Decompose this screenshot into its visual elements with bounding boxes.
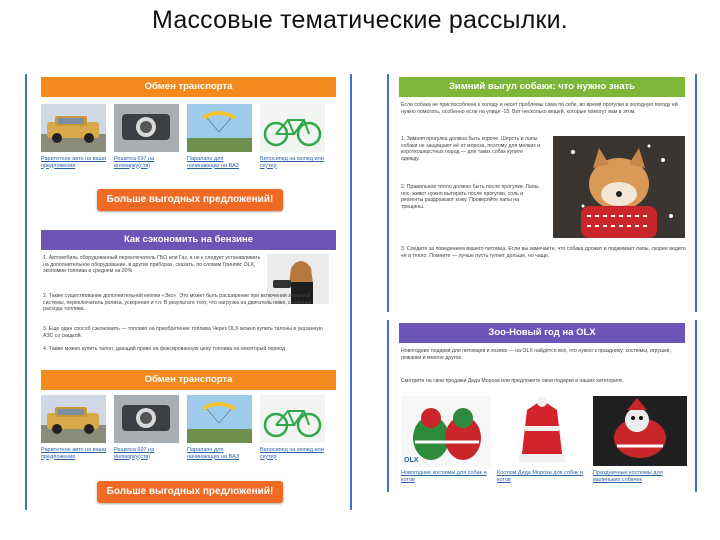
thumb-bicycle-2[interactable] (260, 395, 325, 443)
caption-car-grille-2[interactable]: Решетка 697 на иномарку(ств) (114, 447, 155, 460)
caption-car-grille[interactable]: Решетка 697 на иномарку(ств) (114, 156, 155, 169)
dog-tip-3: 3. Следите за поведением вашего питомца. Если вы замечаете, что собака дрожит и поджимает лапы, скорее ведите её в тепло. Помните — лучше пусть гуляет дольше, но чаще. (401, 246, 686, 259)
right-zoo-newyear-panel (387, 320, 697, 492)
caption-bicycle-2[interactable]: Велосипед на мопед или скутер (260, 447, 324, 460)
header-winter-dog-walk: Зимний выгул собаки: что нужно знать (399, 77, 685, 97)
fuel-tip-4: 4. Также можно купить талон, дающий право на фиксированную цену топлива на некоторый период (43, 346, 285, 352)
fuel-tip-1: 1. Автомобиль оборудованный переключатель ГБО или Газ, а не к следует устанавливать на дополнительное оборудование, в других приборах, сказать, по словам Гринпис OLX, экономии топлива в среднем на 20% (43, 255, 261, 275)
slide-title: Массовые тематические рассылки. (152, 6, 568, 34)
thumb-retro-car[interactable] (41, 104, 106, 152)
dog-tip-1: 1. Зимняя прогулка должна быть короче. Шерсть и лапы собаки не защищают её от мороза, поэтому для мелких и короткошерстных пород — для таких собак купите одежду. (401, 136, 541, 162)
thumb-retro-car-2[interactable] (41, 395, 106, 443)
zoo-text-1: Новогодние подарки для питомцев и хозяев — на OLX найдётся всё, что нужно к празднику: костюмы, игрушки, лежанки и многое другое. (401, 348, 671, 361)
header-transport-exchange-2: Обмен транспорта (41, 370, 336, 390)
photo-santa-costume[interactable] (497, 396, 587, 466)
olx-logo: OLX (404, 457, 419, 464)
caption-christmas-costumes[interactable]: Новогодние костюмы для собак и котов (401, 470, 487, 483)
thumb-car-grille[interactable] (114, 104, 179, 152)
photo-shiba-in-scarf (553, 136, 685, 238)
caption-santa-costume[interactable]: Костюм Деда Мороза для собак и котов (497, 470, 584, 483)
caption-paraglider[interactable]: Паралапн для начинающих на ВАЗ (187, 156, 240, 169)
photo-christmas-costumes[interactable] (401, 396, 491, 466)
header-zoo-new-year: Зоо-Новый год на OLX (399, 323, 685, 343)
header-save-fuel: Как сэкономить на бензине (41, 230, 336, 250)
right-dog-newsletter-panel (387, 74, 697, 312)
header-transport-exchange-1: Обмен транспорта (41, 77, 336, 97)
caption-bicycle[interactable]: Велосипед на мопед или скутер (260, 156, 324, 169)
fuel-tip-3: 3. Еще один способ сэкономить — топливо на приобретение топлива Через OLX можно купить талоны в указанную АЗС со скидкой. (43, 326, 323, 339)
thumb-car-grille-2[interactable] (114, 395, 179, 443)
thumb-paraglider[interactable] (187, 104, 252, 152)
zoo-text-2: Смотрите на свои продажи Деда Мороза или предложите свои подарки в наших категориях. (401, 378, 624, 384)
caption-paraglider-2[interactable]: Паралапн для начинающих на ВАЗ (187, 447, 240, 460)
more-offers-button-2[interactable]: Больше выгодных предложений! (97, 481, 283, 503)
fuel-tip-2: 2. Также существование дополнительной кнопки «Эко». Это может быть расширение при включении запасной системы, переключатель ролика, ускорения и т.п. В результате того, что нагрузка на двигатель ниже, снижение расхода топлива. (43, 293, 312, 313)
more-offers-button-1[interactable]: Больше выгодных предложений! (97, 189, 283, 211)
left-newsletter-panel (25, 74, 352, 510)
caption-retro-car[interactable]: Раритетное авто на ваши предложения (41, 156, 107, 169)
caption-retro-car-2[interactable]: Раритетное авто на ваши предложения (41, 447, 107, 460)
thumb-paraglider-2[interactable] (187, 395, 252, 443)
photo-small-dog-costume[interactable] (593, 396, 687, 466)
caption-small-dog-costume[interactable]: Праздничные костюмы для маленьких собачек (593, 470, 663, 483)
dog-tip-2: 2. Правильное тепло должно быть после прогулки. Лапы, нос, живот нужно вытирать после прогулки, соль и реагенты раздражают кожу. Проверяйте лапы на трещины. (401, 184, 540, 210)
thumb-bicycle[interactable] (260, 104, 325, 152)
dog-intro-text: Если собака не приспособлена к холоду и несет проблемы сама по себе, во время прогулки в холодную погоду ей нужно помогать, особенно если на улице -15. Вот несколько вещей, которые помогут вам в этом. (401, 102, 678, 115)
